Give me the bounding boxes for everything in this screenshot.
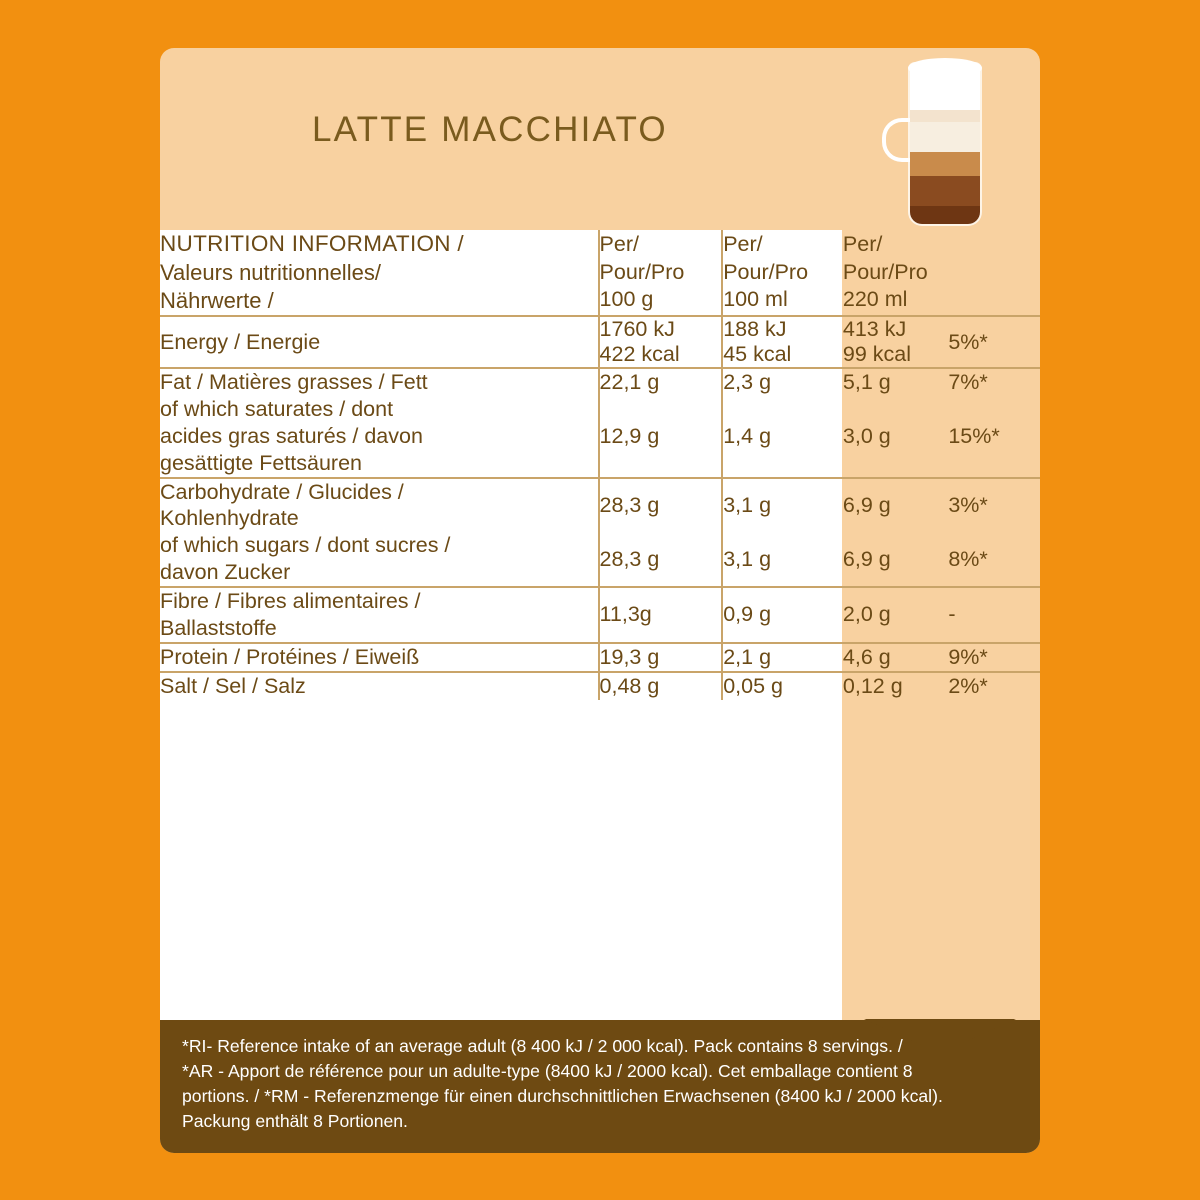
row-sugars-per-100g: 28,3 g xyxy=(599,532,723,587)
row-energy-per-serving xyxy=(843,316,948,368)
row-label-saturates xyxy=(160,396,599,478)
row-fibre-ri: - xyxy=(948,587,1040,643)
row-protein-ri: 9%* xyxy=(948,643,1040,672)
row-sugars-per-serving: 6,9 g xyxy=(843,532,948,587)
row-label-salt: Salt / Sel / Salz xyxy=(160,673,306,698)
row-salt-ri: 2%* xyxy=(948,672,1040,700)
header-label-line1: NUTRITION INFORMATION / xyxy=(160,231,464,256)
energy-100g-kcal: 422 kcal xyxy=(599,342,680,367)
page-title: LATTE MACCHIATO xyxy=(312,110,668,149)
header-per-serving-line1: Per/ xyxy=(842,232,883,257)
header-per-serving-line3: 220 ml xyxy=(842,287,908,312)
row-label-energy: Energy / Energie xyxy=(160,329,321,354)
coffee-layer xyxy=(910,176,980,206)
table-row xyxy=(160,643,1040,672)
milk-coffee-layer xyxy=(910,152,980,176)
energy-serving-kcal: 99 kcal xyxy=(842,342,912,367)
table-row xyxy=(160,396,1040,478)
milk-layer xyxy=(910,122,980,152)
footnote-line-3: portions. / *RM - Referenzmenge für einen durchschnittlichen Erwachsenen (8400 kJ / 2000 kcal). xyxy=(182,1085,943,1106)
row-sugars-ri: 8%* xyxy=(948,532,1040,587)
table-row xyxy=(160,316,1040,368)
footnote-line-4: Packung enthält 8 Portionen. xyxy=(182,1110,408,1131)
energy-100ml-kj: 188 kJ xyxy=(723,317,787,342)
table-row xyxy=(160,672,1040,700)
row-carbohydrate-per-100g: 28,3 g xyxy=(599,478,723,533)
carbohydrate-label-line1: Carbohydrate / Glucides / xyxy=(160,479,404,504)
header-per-100g-line3: 100 g xyxy=(599,287,654,312)
row-fibre-per-serving: 2,0 g xyxy=(843,587,948,643)
table-row xyxy=(160,368,1040,396)
table-row xyxy=(160,478,1040,533)
header-label-line2: Valeurs nutritionnelles/ xyxy=(160,259,381,285)
row-energy-per-100g xyxy=(599,316,723,368)
row-fibre-per-100ml: 0,9 g xyxy=(722,587,843,643)
header-per-100ml-line3: 100 ml xyxy=(723,287,788,312)
row-energy-ri: 5%* xyxy=(948,316,1040,368)
sugars-label-line2: davon Zucker xyxy=(160,560,291,585)
sugars-label-line1: of which sugars / dont sucres / xyxy=(160,533,451,558)
header-per-100ml xyxy=(722,230,843,316)
row-fat-ri: 7%* xyxy=(948,368,1040,396)
foam-shadow-layer xyxy=(910,110,980,122)
row-label-protein: Protein / Protéines / Eiweiß xyxy=(160,644,420,669)
row-energy-per-100ml xyxy=(722,316,843,368)
row-saturates-per-100ml: 1,4 g xyxy=(722,396,843,478)
row-saturates-per-serving: 3,0 g xyxy=(843,396,948,478)
foam-cap-icon xyxy=(908,58,982,78)
panel-header xyxy=(160,48,1040,230)
row-salt-per-100ml: 0,05 g xyxy=(722,672,843,700)
row-saturates-per-100g: 12,9 g xyxy=(599,396,723,478)
saturates-label-line1: of which saturates / dont xyxy=(160,396,394,421)
row-fat-per-serving: 5,1 g xyxy=(843,368,948,396)
carbohydrate-label-line2: Kohlenhydrate xyxy=(160,506,299,531)
header-per-100g-line2: Pour/Pro xyxy=(599,259,685,284)
row-label-sugars xyxy=(160,532,599,587)
row-label-carbohydrate xyxy=(160,478,599,533)
energy-100ml-kcal: 45 kcal xyxy=(723,342,792,367)
energy-serving-kj: 413 kJ xyxy=(842,317,907,342)
row-label-fibre xyxy=(160,587,599,643)
row-sugars-per-100ml: 3,1 g xyxy=(722,532,843,587)
header-per-serving-line2: Pour/Pro xyxy=(842,259,928,284)
header-label-cell xyxy=(160,230,599,316)
table-row xyxy=(160,587,1040,643)
glass-body-icon xyxy=(910,64,980,224)
saturates-label-line3: gesättigte Fettsäuren xyxy=(160,450,362,475)
saturates-label-line2: acides gras saturés / davon xyxy=(160,423,423,448)
header-per-100g-line1: Per/ xyxy=(599,232,639,257)
energy-100g-kj: 1760 kJ xyxy=(599,317,675,342)
row-salt-per-100g: 0,48 g xyxy=(599,672,723,700)
nutrition-panel xyxy=(160,48,1040,1153)
row-fat-per-100g: 22,1 g xyxy=(599,368,723,396)
header-per-100g xyxy=(599,230,723,316)
row-saturates-ri: 15%* xyxy=(948,396,1040,478)
row-salt-per-serving: 0,12 g xyxy=(843,672,948,700)
latte-glass-icon xyxy=(876,56,1006,231)
nutrition-table xyxy=(160,230,1040,700)
fibre-label-line2: Ballaststoffe xyxy=(160,615,277,640)
footnote-block xyxy=(160,1020,1040,1153)
row-fat-per-100ml: 2,3 g xyxy=(722,368,843,396)
table-header-row xyxy=(160,230,1040,316)
row-carbohydrate-ri: 3%* xyxy=(948,478,1040,533)
footnote-line-1: *RI- Reference intake of an average adult (8 400 kJ / 2 000 kcal). Pack contains 8 servings. / xyxy=(182,1036,903,1056)
row-protein-per-serving: 4,6 g xyxy=(843,643,948,672)
header-per-100ml-line2: Pour/Pro xyxy=(723,259,809,284)
fibre-label-line1: Fibre / Fibres alimentaires / xyxy=(160,589,421,614)
row-carbohydrate-per-100ml: 3,1 g xyxy=(722,478,843,533)
footnote-line-2: *AR - Apport de référence pour un adulte-type (8400 kJ / 2000 kcal). Cet emballage contient 8 xyxy=(182,1060,913,1081)
header-label-line3: Nährwerte / xyxy=(160,287,274,313)
nutrition-table-area xyxy=(160,230,1040,1020)
table-row xyxy=(160,532,1040,587)
espresso-layer xyxy=(910,206,980,224)
header-per-serving xyxy=(843,230,1040,316)
row-protein-per-100g: 19,3 g xyxy=(599,643,723,672)
row-protein-per-100ml: 2,1 g xyxy=(722,643,843,672)
row-fibre-per-100g: 11,3g xyxy=(599,587,723,643)
header-per-100ml-line1: Per/ xyxy=(723,232,763,257)
row-label-fat: Fat / Matières grasses / Fett xyxy=(160,370,428,395)
row-carbohydrate-per-serving: 6,9 g xyxy=(843,478,948,533)
